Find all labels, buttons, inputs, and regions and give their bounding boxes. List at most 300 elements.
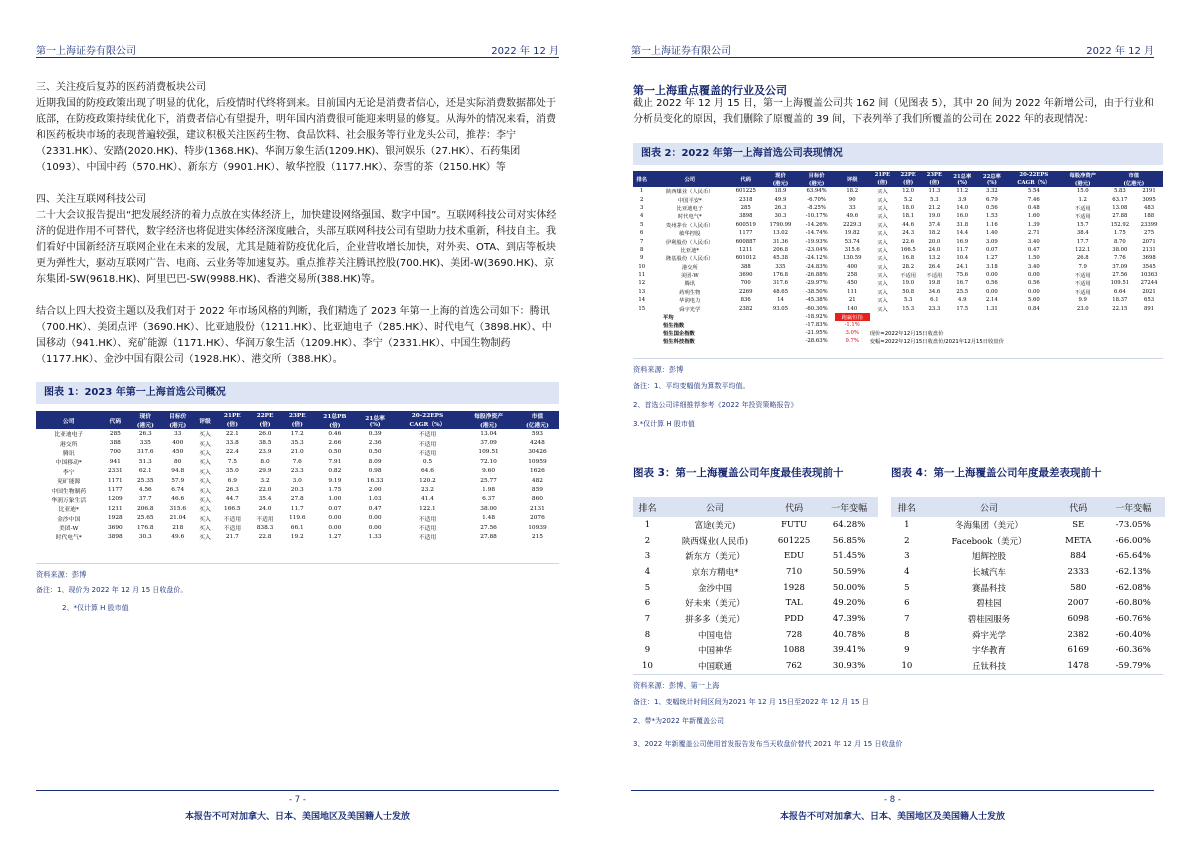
table-cell: 11.2	[956, 188, 969, 195]
table-cell: 21	[848, 297, 856, 304]
table-cell: -45.38%	[805, 297, 828, 304]
table-cell: 166.5	[224, 505, 241, 512]
table-cell: EDU	[784, 551, 805, 562]
table-cell: 14	[638, 297, 646, 304]
table-cell: 49.6	[846, 213, 859, 220]
column-header: 市值 (亿港元)	[1105, 171, 1163, 187]
table-cell: 10	[638, 263, 646, 270]
table-cell: 2.71	[1027, 230, 1040, 237]
table-cell: 20.3	[290, 487, 304, 494]
table-cell: FUTU	[781, 519, 808, 530]
table-cell: 7.46	[1027, 196, 1040, 203]
table-cell: 3.40	[1027, 263, 1040, 270]
table-cell: 5.2	[903, 196, 913, 203]
table-cell: 23.3	[290, 468, 304, 475]
page-footer	[36, 790, 559, 826]
table-cell: 49.9	[774, 196, 787, 203]
table-cell: -24.83%	[805, 263, 828, 270]
table-cell: 0.84	[1027, 305, 1040, 312]
table-row	[891, 517, 1165, 533]
table-cell: 860	[531, 496, 543, 503]
table-cell: 1.48	[482, 515, 496, 522]
table-cell: 728	[785, 629, 803, 640]
chart2-table	[633, 171, 1163, 345]
table-cell: 23.2	[420, 487, 434, 494]
table-cell: 25.5	[956, 288, 969, 295]
table-cell: 13	[638, 288, 646, 295]
disclaimer: 本报告不可对加拿大、日本、美国地区及美国籍人士发放	[184, 812, 410, 822]
table-cell: -38.50%	[805, 288, 828, 295]
table-row	[633, 187, 1163, 195]
table-cell: 中国生物制药	[51, 488, 87, 495]
table-cell: 25.65	[136, 515, 154, 522]
summary-row	[633, 329, 1163, 337]
table-cell: 比亚迪电子	[54, 432, 84, 439]
report-date: 2022 年 12 月	[1086, 46, 1154, 57]
table-cell: 6.74	[171, 487, 185, 494]
table-cell: 不适用	[418, 441, 437, 448]
table-cell: 19.0	[928, 213, 941, 220]
table-cell: 1.31	[985, 305, 998, 312]
table-cell: 富途(美元)	[694, 520, 736, 531]
table-cell: 3698	[1142, 255, 1156, 262]
column-header: 每股净资产 (港元)	[1061, 171, 1105, 187]
table-cell: 敏华控股	[679, 231, 701, 238]
summary-note	[870, 321, 1163, 329]
table-cell: 18.0	[902, 204, 915, 211]
table-cell: 买入	[877, 189, 888, 196]
table-cell: 4.9	[958, 297, 967, 304]
table-cell: 3898	[107, 533, 123, 540]
summary-badge: -1.1%	[844, 321, 860, 328]
table-cell: 伊利股份（人民币）	[665, 239, 714, 246]
table-cell: 7.5	[227, 458, 237, 465]
table-cell: 7	[904, 613, 910, 624]
table-cell: 891	[1144, 305, 1155, 312]
table-row	[36, 495, 559, 504]
section-heading: 三、关注疫后复苏的医药消费板块公司	[36, 82, 206, 93]
table-cell: 1.2	[1078, 196, 1087, 203]
table-cell: 不适用	[1074, 214, 1091, 221]
table-header-row	[633, 497, 878, 517]
column-header: 排名	[891, 497, 923, 517]
table-cell: 35.3	[290, 440, 304, 447]
table-row	[36, 476, 559, 485]
chart2-note: 备注：1、平均变幅值为算数平均值。	[633, 382, 750, 390]
table-cell: 33.8	[225, 440, 239, 447]
table-row	[36, 504, 559, 513]
table-cell: 2	[644, 535, 651, 546]
chart1-title: 图表 1：2023 年第一上海首选公司概况	[36, 382, 559, 404]
report-date: 2022 年 12 月	[491, 46, 559, 57]
table-cell: 176.8	[136, 524, 154, 531]
table-cell: 港交所	[681, 264, 698, 271]
table-cell: 1171	[107, 477, 123, 484]
table-cell: -60.36%	[1115, 645, 1151, 656]
table-cell: 2131	[1142, 246, 1156, 253]
table-cell: 46.6	[171, 496, 185, 503]
table-cell: 111	[847, 288, 858, 295]
table-cell: 700	[740, 280, 751, 287]
table-cell: 72.10	[480, 458, 497, 465]
table-cell: SE	[1072, 519, 1085, 530]
intro-text	[633, 96, 1161, 128]
table-cell: 16.0	[956, 213, 969, 220]
table-cell: 317.6	[136, 449, 154, 456]
table-cell: 0.5	[422, 458, 433, 465]
table-row	[36, 448, 559, 457]
table-cell: 0.00	[1027, 272, 1040, 279]
table-cell: 1177	[738, 230, 753, 237]
column-header: 排名	[633, 171, 650, 187]
page-footer	[631, 790, 1154, 826]
table-cell: 700	[109, 449, 121, 456]
table-cell: 388	[740, 263, 751, 270]
table-cell: 38.00	[1112, 246, 1128, 253]
table-cell: 不适用	[1074, 289, 1091, 296]
table-cell: 450	[172, 449, 184, 456]
table-cell: 买入	[199, 507, 211, 514]
table-cell: 18.2	[928, 230, 941, 237]
column-header: 21总PB (倍)	[313, 411, 357, 429]
table-row	[633, 263, 1163, 271]
table-cell: 1	[644, 519, 651, 530]
table-cell: 653	[1144, 297, 1155, 304]
table-cell: 好未来（美元）	[685, 599, 745, 610]
table-cell: 2269	[738, 288, 753, 295]
table-cell: 27.88	[480, 533, 497, 540]
table-cell: 买入	[199, 516, 211, 523]
table-cell: -60.40%	[1115, 629, 1151, 640]
table-cell: 859	[531, 487, 543, 494]
table-cell: 21.0	[290, 449, 304, 456]
table-cell: 258	[847, 272, 858, 279]
table-cell: 9	[904, 645, 910, 656]
table-cell: 1.16	[985, 221, 998, 228]
table-cell: 买入	[199, 479, 211, 486]
table-cell: 不适用	[418, 516, 437, 523]
table-cell: 0.48	[1027, 204, 1040, 211]
table-cell: 19.8	[928, 280, 941, 287]
table-row	[891, 564, 1165, 580]
table-cell: 1211	[738, 246, 753, 253]
table-cell: 450	[847, 280, 858, 287]
table-cell: 22.15	[1112, 305, 1128, 312]
table-cell: 130.59	[842, 255, 862, 262]
table-cell: PDD	[784, 613, 804, 624]
table-cell: 3	[904, 551, 910, 562]
table-cell: 9.19	[328, 477, 342, 484]
table-cell: 6	[640, 230, 644, 237]
table-cell: 18.9	[774, 188, 787, 195]
table-cell: 比亚迪*	[680, 247, 700, 254]
table-cell: 49.20%	[832, 598, 866, 609]
table-cell: 华润电力	[679, 298, 701, 305]
table-cell: 215	[531, 533, 543, 540]
table-cell: 2.14	[985, 297, 998, 304]
table-cell: 388	[109, 440, 121, 447]
column-header: 代码	[1055, 497, 1101, 517]
table-cell: 90	[848, 196, 856, 203]
table-cell: 109.51	[1110, 280, 1130, 287]
table-row	[633, 643, 878, 659]
table-cell: 1.75	[1113, 230, 1126, 237]
chart4-title: 图表 4：第一上海覆盖公司年度最差表现前十	[891, 462, 1165, 484]
chart1-note: 2、*仅计算 H 股市值	[62, 604, 129, 612]
summary-badge: 跑赢恒指	[835, 313, 870, 321]
table-cell: 11.7	[290, 505, 304, 512]
table-row	[36, 523, 559, 532]
table-cell: 22.0	[258, 487, 272, 494]
table-cell: 陕西煤业(人民币)	[681, 536, 749, 547]
table-cell: 15	[638, 305, 646, 312]
table-cell: 41.4	[420, 496, 434, 503]
chart2-note: 2、首选公司详细推荐参考《2022 年投资策略报告》	[633, 401, 798, 409]
table-cell: 941	[109, 458, 121, 465]
table-cell: 206.8	[136, 505, 154, 512]
table-row	[633, 658, 878, 674]
table-cell: 1928	[783, 582, 805, 593]
table-cell: 38.5	[258, 440, 272, 447]
table-cell: 0.00	[328, 515, 342, 522]
table-cell: 11.3	[928, 188, 941, 195]
table-cell: 0.50	[328, 449, 342, 456]
column-header: 23PE (倍)	[281, 411, 313, 429]
table-cell: 1.03	[368, 496, 382, 503]
table-cell: 37.09	[480, 440, 497, 447]
table-row	[36, 429, 559, 438]
table-cell: 7.91	[328, 458, 342, 465]
table-cell: 47.39%	[832, 613, 866, 624]
table-cell: 8.70	[1113, 238, 1126, 245]
table-cell: 26.4	[928, 263, 941, 270]
table-cell: 25.77	[480, 477, 497, 484]
table-cell: 10.4	[956, 255, 969, 262]
table-cell: 中国联通	[697, 662, 732, 673]
table-cell: 2191	[1142, 188, 1156, 195]
table-cell: 17.7	[1076, 238, 1089, 245]
table-cell: 2021	[1142, 288, 1156, 295]
table-cell: 64.28%	[832, 519, 866, 530]
table-cell: 16.7	[956, 280, 969, 287]
table-cell: 丘钛科技	[971, 662, 1006, 673]
summary-badge: 9.7%	[845, 337, 859, 344]
table-cell: 30.3	[138, 533, 152, 540]
table-cell: 买入	[199, 535, 211, 542]
table-cell: 120.2	[419, 477, 436, 484]
table-cell: -29.97%	[805, 280, 828, 287]
column-header: 一年变幅	[1101, 497, 1165, 517]
table-cell: 4	[640, 213, 644, 220]
table-cell: 4	[904, 566, 910, 577]
table-cell: 0.56	[985, 280, 998, 287]
table-cell: 8	[644, 629, 651, 640]
table-cell: 16.33	[366, 477, 384, 484]
table-cell: 80	[174, 458, 182, 465]
table-cell: 不适用	[900, 273, 917, 280]
table-cell: 600519	[735, 221, 756, 228]
table-cell: 13.08	[1112, 204, 1128, 211]
table-cell: 16.8	[902, 255, 915, 262]
table-cell: 5	[644, 582, 651, 593]
table-cell: 14.0	[956, 204, 969, 211]
table-cell: 7.6	[292, 458, 302, 465]
table-cell: 13.04	[480, 430, 497, 437]
table-row	[633, 246, 1163, 254]
table-cell: 0.98	[368, 468, 382, 475]
table-cell: 1.27	[985, 255, 998, 262]
table-cell: 18.37	[1112, 297, 1128, 304]
table-cell: 0.00	[368, 524, 382, 531]
table-cell: 1.50	[1027, 255, 1040, 262]
table-cell: 腾讯	[684, 281, 696, 288]
table-cell: 9.60	[482, 468, 496, 475]
table-cell: 1.53	[985, 213, 998, 220]
table-row	[36, 467, 559, 476]
table-cell: 75.6	[956, 272, 969, 279]
table-cell: 不适用	[1074, 205, 1091, 212]
table-cell: 不适用	[418, 450, 437, 457]
table-row	[633, 296, 1163, 304]
table-cell: 2382	[1067, 629, 1090, 640]
table-cell: 比亚迪*	[58, 507, 79, 514]
company-name: 第一上海证券有限公司	[36, 46, 136, 57]
table-cell: 美团-W	[680, 273, 699, 280]
table-cell: 23.3	[928, 305, 941, 312]
summary-value: -28.63%	[805, 337, 828, 344]
table-cell: 中国移动*	[55, 460, 82, 467]
chart1-note: 备注：1、现价为 2022 年 12 月 15 日收盘价。	[36, 586, 188, 594]
table-row	[633, 548, 878, 564]
company-name: 第一上海证券有限公司	[631, 46, 731, 57]
table-cell: 335	[139, 440, 151, 447]
table-cell: 1928	[107, 515, 123, 522]
table-cell: 1.40	[985, 230, 998, 237]
table-cell: 10939	[528, 524, 547, 531]
table-cell: 30.3	[774, 213, 787, 220]
table-cell: 美团-W	[58, 526, 79, 533]
table-cell: 11.7	[956, 246, 969, 253]
table-cell: 0.39	[368, 430, 382, 437]
table-cell: -26.88%	[805, 272, 828, 279]
table-cell: 7	[644, 613, 651, 624]
table-cell: 买入	[877, 205, 888, 212]
table-cell: 8.09	[368, 458, 382, 465]
table-cell: 23.0	[1076, 305, 1089, 312]
summary-label: 恒生科技指数	[663, 338, 695, 345]
table-cell: -6.70%	[807, 196, 826, 203]
table-cell: 1088	[783, 645, 805, 656]
table-header-row	[633, 171, 1163, 187]
table-cell: 2076	[530, 515, 545, 522]
table-cell: 华润万象生活	[51, 497, 87, 504]
table-cell: 48.65	[772, 288, 789, 295]
table-cell: 5.60	[1027, 297, 1040, 304]
table-cell: 31.8	[956, 221, 969, 228]
column-header: 公司	[923, 497, 1055, 517]
table-cell: 63.17	[1112, 196, 1128, 203]
table-cell: 不适用	[418, 432, 437, 439]
table-cell: 买入	[877, 289, 888, 296]
table-cell: 22.1	[225, 430, 239, 437]
table-cell: 884	[1070, 551, 1087, 562]
table-cell: 2229.3	[842, 221, 862, 228]
table-cell: 35.4	[258, 496, 272, 503]
table-row	[36, 485, 559, 494]
table-cell: 3690	[107, 524, 123, 531]
table-cell: 14	[777, 297, 784, 304]
column-header: 现价 (港元)	[129, 411, 161, 429]
table-cell: 315.6	[169, 505, 187, 512]
table-cell: 3	[644, 551, 651, 562]
table-cell: 2.36	[368, 440, 382, 447]
table-cell: 18.1	[902, 213, 915, 220]
table-cell: 0.82	[328, 468, 342, 475]
table-row	[36, 514, 559, 523]
table-cell: 9	[640, 255, 644, 262]
column-header: 评级	[194, 411, 216, 429]
table-cell: 买入	[199, 441, 211, 448]
table-cell: 26.3	[225, 487, 239, 494]
table-cell: 金沙中国	[697, 583, 732, 594]
column-header: 22PE (倍)	[249, 411, 282, 429]
table-cell: 10	[901, 661, 913, 672]
table-cell: 218	[172, 524, 184, 531]
table-cell: 33	[174, 430, 182, 437]
table-cell: 1.33	[368, 533, 382, 540]
table-cell: 2	[640, 196, 644, 203]
column-header: 市值 (亿港元)	[516, 411, 559, 429]
table-cell: 1	[640, 188, 644, 195]
table-cell: 2333	[1067, 566, 1090, 577]
table-cell: 22.8	[258, 533, 272, 540]
column-header: 每股净资产 (港元)	[461, 411, 516, 429]
table-cell: 94.8	[171, 468, 185, 475]
table-cell: 6	[904, 598, 910, 609]
table-row	[633, 533, 878, 549]
table-row	[633, 517, 878, 533]
table-cell: 陕西煤业（人民币）	[665, 189, 714, 196]
table-cell: 赛晶科技	[971, 583, 1006, 594]
table-row	[633, 229, 1163, 237]
column-header: 22总率 (%)	[977, 171, 1007, 187]
table-cell: 不适用	[1074, 273, 1091, 280]
table-cell: 50.59%	[832, 566, 866, 577]
table-cell: 时代电气*	[55, 535, 82, 542]
column-header: 公司	[662, 497, 768, 517]
column-header: 20-22EPS CAGR（%）	[1007, 171, 1061, 187]
table-cell: 482	[531, 477, 543, 484]
table-cell: 19.82	[844, 230, 860, 237]
table-cell: 0.47	[1027, 246, 1040, 253]
table-cell: 3.32	[985, 188, 998, 195]
table-cell: 金沙中国	[57, 516, 81, 523]
column-header: 代码	[768, 497, 820, 517]
table-cell: -73.05%	[1115, 519, 1151, 530]
table-cell: 买入	[199, 460, 211, 467]
table-cell: 买入	[877, 306, 888, 313]
table-cell: 12.0	[902, 188, 915, 195]
table-cell: 隆基股份（人民币）	[665, 256, 714, 263]
table-cell: 3	[640, 204, 644, 211]
left-body-text	[36, 80, 561, 368]
table-cell: 长城汽车	[971, 567, 1006, 578]
table-cell: -60.30%	[805, 305, 828, 312]
table-row	[633, 564, 878, 580]
table-row	[891, 658, 1165, 674]
table-cell: 买入	[877, 273, 888, 280]
table-cell: 不适用	[418, 535, 437, 542]
